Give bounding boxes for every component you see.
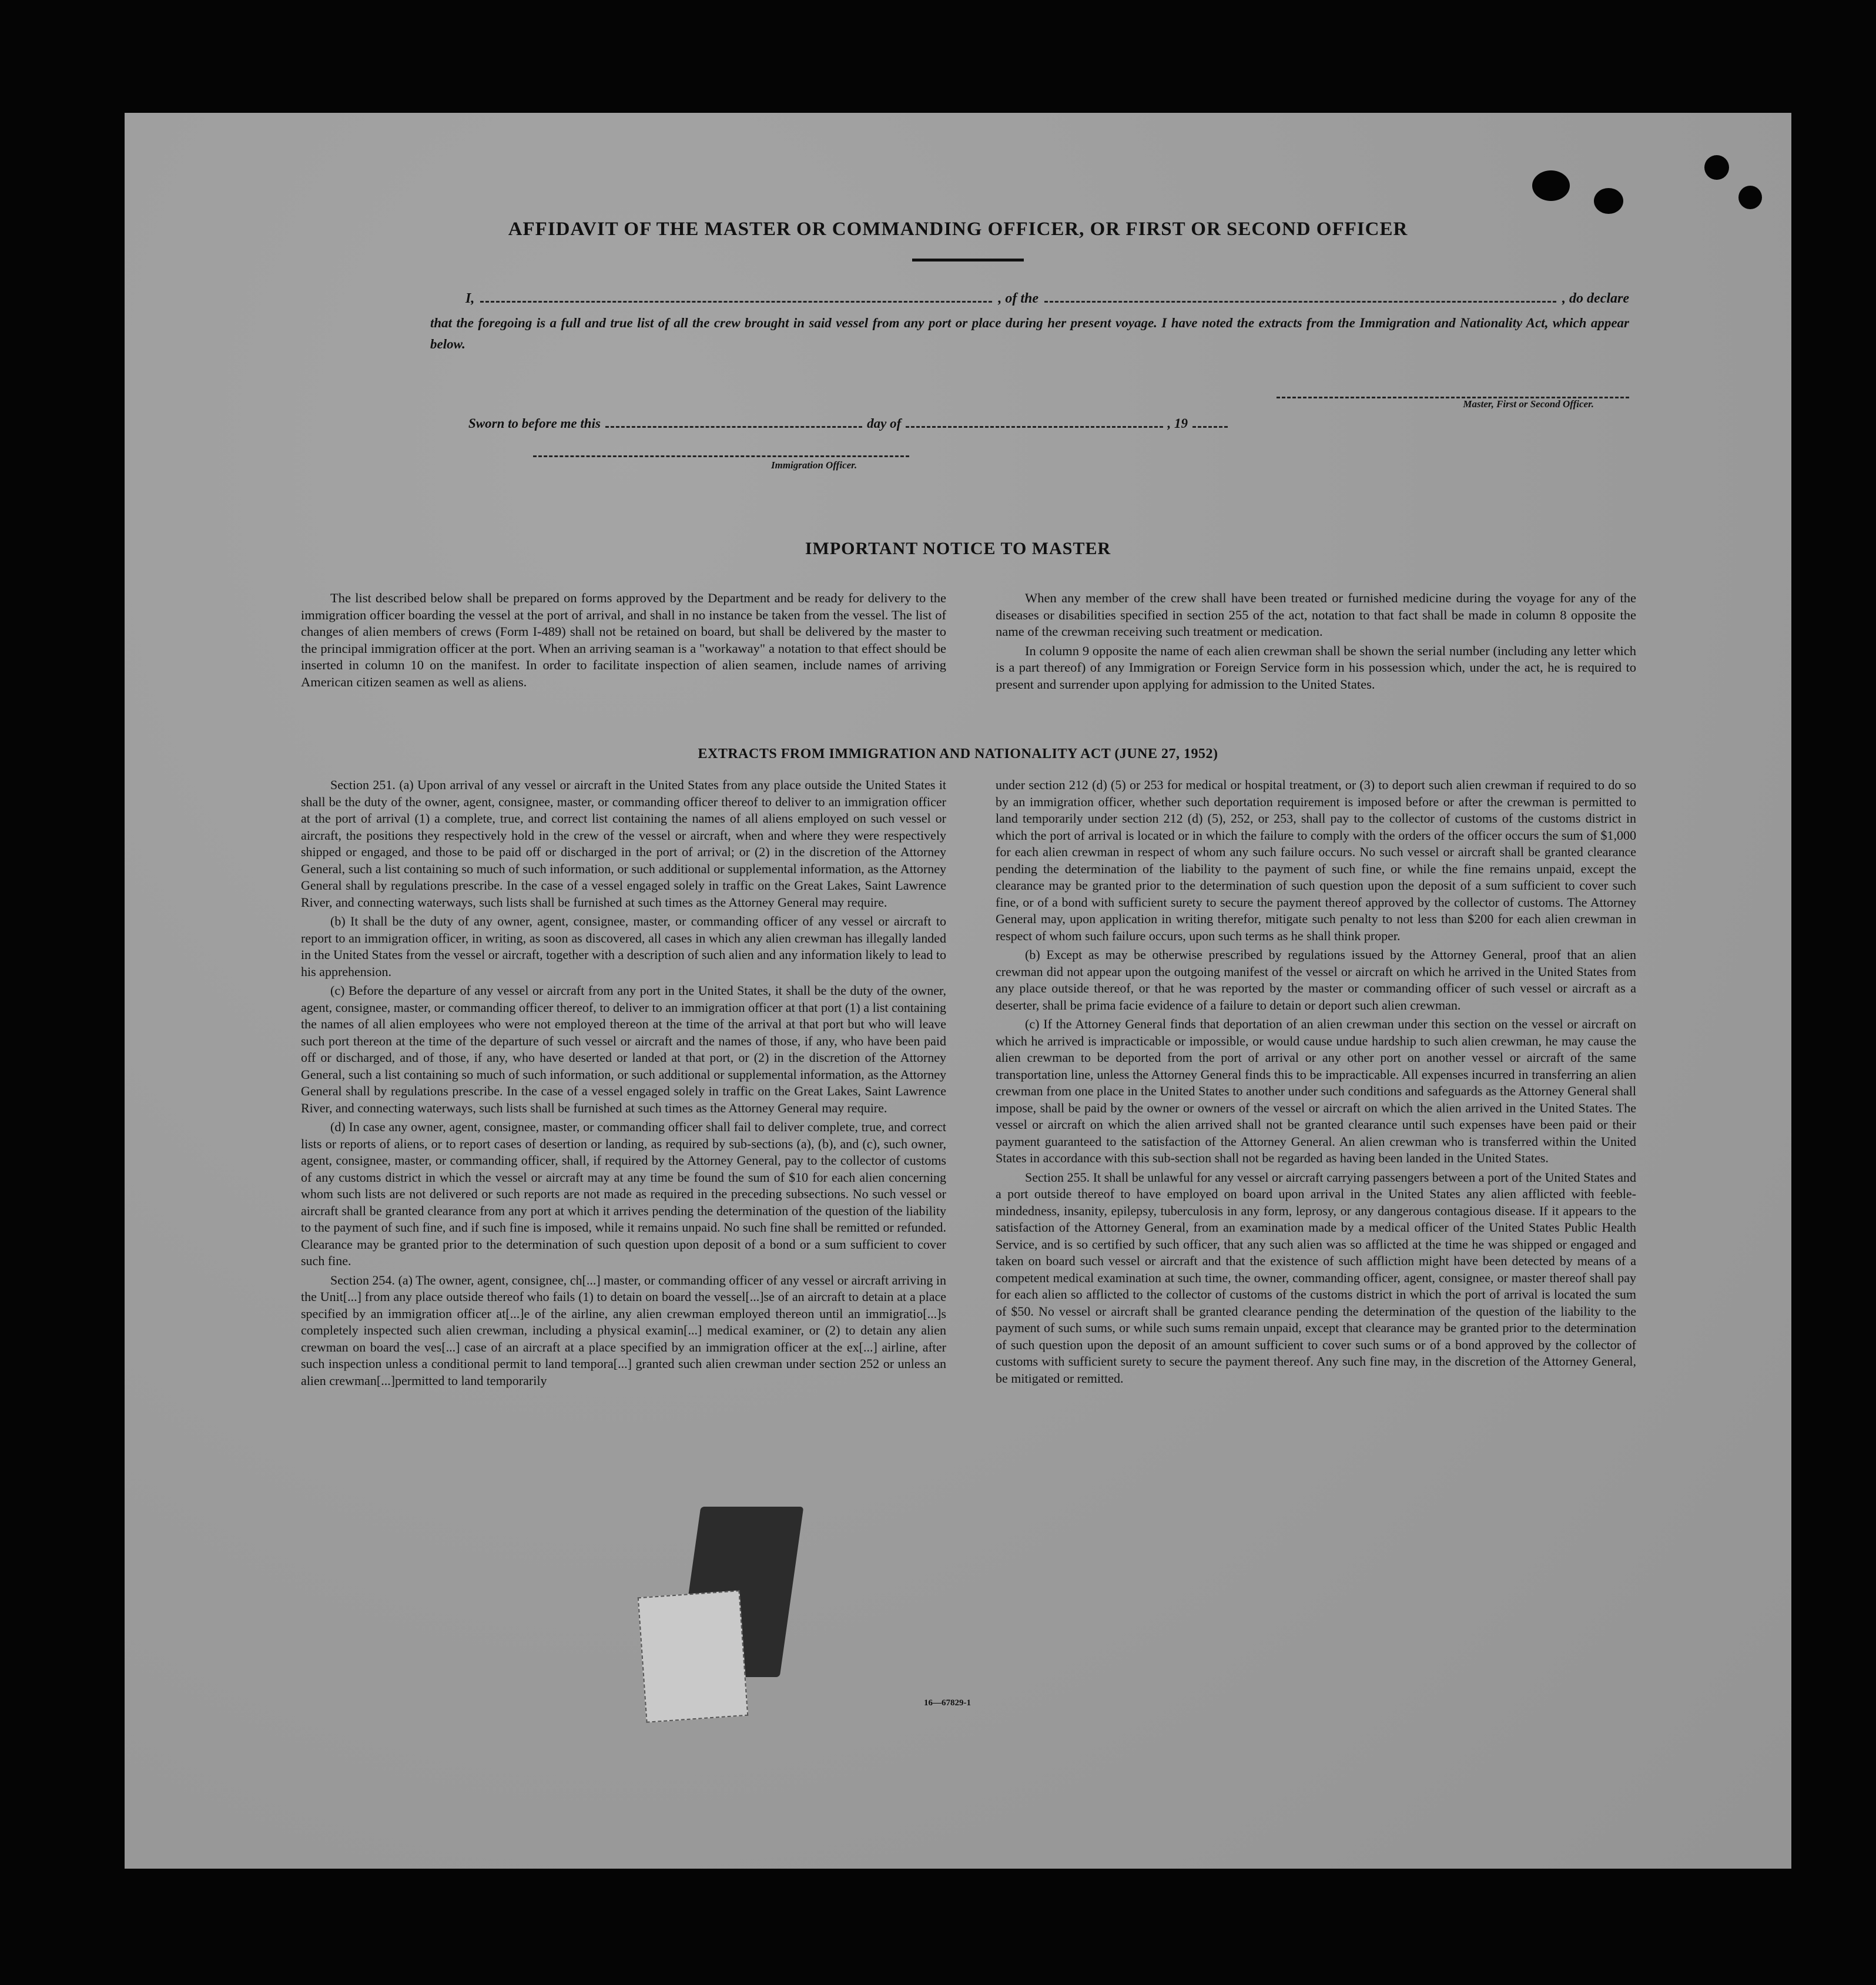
year-label: , 19 bbox=[1167, 416, 1188, 431]
declaration-line bbox=[465, 289, 1629, 307]
torn-paper-flap bbox=[638, 1590, 749, 1723]
notice-title: IMPORTANT NOTICE TO MASTER bbox=[805, 539, 1111, 558]
section-254c: (c) If the Attorney General finds that deportation of an alien crewman under this section on the vessel or aircraft on which he arrived is impracticable or impossible, or would cause undue hardship to such alien crewman, he may cause the alien crewman to be deported from the port of arrival or any other port on another vessel or aircraft of the same transportation line, unless the Attorney General finds this to be impracticable. All expenses incurred in transferring an alien crewman from one place in the United States to another under such conditions and safeguards as the Attorney General shall impose, shall be paid by the owner or owners of the vessel or aircraft on which the alien arrived in the United States. The vessel or aircraft on which the alien arrived shall not be granted clearance until such expenses have been paid or their payment guaranteed to the satisfaction of the Attorney General. An alien crewman who is transferred within the United States in accordance with this sub-section shall not be regarded as having been landed in the United States. bbox=[996, 1017, 1636, 1165]
declaration-text: that the foregoing is a full and true list of all the crew brought in said vessel from any port or place during her present voyage. I have noted the extracts from the Immigration and Nationality Act, which appear below. bbox=[430, 316, 1629, 351]
section-251d: (d) In case any owner, agent, consignee, master, or commanding officer shall fail to deliver complete, true, and correct lists or reports of aliens, or to report cases of desertion or landing, as required by sub-sections (a), (b), and (c), such owner, agent, consignee, master, or commanding officer, shall, if required by the Attorney General, pay to the collector of customs of any customs district in which the vessel or aircraft may at any time be found the sum of $10 for each alien concerning whom such lists are not delivered or such reports are not made as required in the preceding subsections. No such vessel or aircraft shall be granted clearance from any port at which it arrives pending the determination of the question of the liability to the payment of such fine, and if such fine is imposed, while it remains unpaid. No such fine shall be remitted or refunded. Clearance may be granted prior to the determination of such question upon deposit of a bond or a sum sufficient to cover such fine. bbox=[301, 1119, 946, 1268]
document-sheet bbox=[125, 113, 1791, 1869]
name-blank bbox=[480, 289, 992, 303]
year-blank bbox=[1192, 414, 1228, 428]
day-of-label: day of bbox=[867, 416, 902, 431]
notice-right-column bbox=[996, 590, 1636, 693]
month-blank bbox=[906, 414, 1163, 428]
section-251c: (c) Before the departure of any vessel or aircraft from any port in the United States, it shall be the duty of the owner, agent, consignee, master, or commanding officer thereof, to deliver to an immigration officer at that port (1) a list containing the names of all alien employees who were not employed thereon at the time of the arrival at that port but who will leave such port thereon at the time of the departure of such vessel or aircraft and the names of those, if any, who have been paid off or discharged, and of those, if any, who have deserted or landed at that port, or (2) in the discretion of the Attorney General, such a list containing so much of such information, or such additional or supplemental information, as the Attorney General shall by regulations prescribe. In the case of a vessel engaged solely in traffic on the Great Lakes, Saint Lawrence River, and connecting waterways, such lists shall be furnished at such times as the Attorney General may require. bbox=[301, 983, 946, 1115]
affidavit-title: AFFIDAVIT OF THE MASTER OR COMMANDING OFFICER, OR FIRST OR SECOND OFFICER bbox=[508, 219, 1408, 240]
section-251b: (b) It shall be the duty of any owner, agent, consignee, master, or commanding officer of any vessel or aircraft to report to an immigration officer, in writing, as soon as discovered, all cases in which any alien crewman has illegally landed in the United States from the vessel or aircraft, together with a description of such alien and any information likely to lead to his apprehension. bbox=[301, 914, 946, 979]
notice-paragraph: The list described below shall be prepared on forms approved by the Department and be ready for delivery to the immigration officer boarding the vessel at the port of arrival, and shall in no instance be taken from the vessel. The list of changes of alien members of crews (Form I-489) shall not be retained on board, but shall be delivered by the master to the principal immigration officer at the port. When an arriving seaman is a "workaway" a notation to that effect should be inserted in column 10 on the manifest. In order to facilitate inspection of alien seamen, include names of arriving American citizen seamen as well as aliens. bbox=[301, 591, 946, 689]
form-number: 16—67829-1 bbox=[924, 1698, 971, 1708]
extracts-title: EXTRACTS FROM IMMIGRATION AND NATIONALITY ACT (JUNE 27, 1952) bbox=[698, 746, 1218, 762]
act-left-column bbox=[301, 777, 946, 1389]
section-255: Section 255. It shall be unlawful for any vessel or aircraft carrying passengers between a port of the United States and a port outside thereof to have employed on board upon arrival in the United States any alien afflicted with feeble-mindedness, insanity, epilepsy, tuberculosis in any form, leprosy, or any dangerous contagious disease. If it appears to the satisfaction of the Attorney General, from an examination made by a medical officer of the United States Public Health Service, and is so certified by such officer, that any such alien was so afflicted at the time he was shipped or engaged and taken on board such vessel or aircraft and that the existence of such affliction might have been detected by means of a competent medical examination at such time, the owner, commanding officer, agent, consignee, or master thereof shall pay for each alien so afflicted to the collector of customs of the customs district in which the port of arrival is located the sum of $50. No vessel or aircraft shall be granted clearance pending the determination of the question of the liability to the payment of such sums, or while such sums remain unpaid, except that clearance may be granted prior to the determination of such question upon the deposit of an amount sufficient to cover such sums or of a bond approved by the collector of customs with sufficient surety to secure the payment thereof. Any such fine may, in the discretion of the Attorney General, be mitigated or remitted. bbox=[996, 1169, 1636, 1386]
section-254a: Section 254. (a) The owner, agent, consignee, ch[...] master, or commanding officer of any vessel or aircraft arriving in the Unit[...] from any place outside thereof who fails (1) to detain on board the vessel[...]se of an aircraft to detain at a place specified by an immigration officer at[...]e of the airline, any alien crewman employed thereon until an immigratio[...]s completely inspected such alien crewman, including a physical examin[...] medical examiner, or (2) to detain any alien crewman on board the ves[...] case of an aircraft at a place specified by an immigration officer at the ex[...] airline, after such inspection unless a conditional permit to land tempora[...] granted such alien crewman under section 252 or unless an alien crewman[...]permitted to land temporarily bbox=[301, 1272, 946, 1388]
ink-stain bbox=[1532, 170, 1570, 201]
signature-label: Master, First or Second Officer. bbox=[1463, 398, 1594, 410]
section-254b: (b) Except as may be otherwise prescribed by regulations issued by the Attorney General, proof that an alien crewman did not appear upon the outgoing manifest of the vessel or aircraft on which he arrived in the United States from any place outside thereof, or that he was reported by the master or commanding officer of such vessel or aircraft as a deserter, shall be prima facie evidence of a failure to detain or deport such alien crewman. bbox=[996, 947, 1636, 1012]
notice-paragraph: When any member of the crew shall have been treated or furnished medicine during the voyage for any of the diseases or disabilities specified in section 255 of the act, notation to that fact shall be made in column 8 opposite the name of the crewman receiving such treatment or medication. bbox=[996, 591, 1636, 639]
ink-stain bbox=[1738, 186, 1762, 209]
notice-left-column bbox=[301, 590, 946, 691]
notice-paragraph: In column 9 opposite the name of each alien crewman shall be shown the serial number (including any letter which is a part thereof) of any Immigration or Foreign Service form in his possession which, under the act, he is required to present and surrender upon applying for admission to the United States. bbox=[996, 643, 1636, 692]
do-declare-label: , do declare bbox=[1562, 291, 1630, 306]
sworn-label: Sworn to before me this bbox=[468, 416, 601, 431]
officer-label: Immigration Officer. bbox=[771, 460, 857, 471]
section-251a: Section 251. (a) Upon arrival of any vessel or aircraft in the United States from any place outside the United States it shall be the duty of the owner, agent, consignee, master, or commanding officer thereof to deliver to an immigration officer at the port of arrival (1) a complete, true, and correct list containing the names of all aliens employed on such vessel or aircraft, the positions they respectively hold in the crew of the vessel or aircraft, when and where they were respectively shipped or engaged, and those to be paid off or discharged in the port of arrival; or (2) in the discretion of the Attorney General, such a list containing so much of such information, or such additional or supplemental information, as the Attorney General shall by regulations prescribe. In the case of a vessel engaged solely in traffic on the Great Lakes, Saint Lawrence River, and connecting waterways, such lists shall be furnished at such times as the Attorney General may require. bbox=[301, 777, 946, 910]
title-rule bbox=[912, 259, 1024, 261]
ink-stain bbox=[1594, 188, 1623, 214]
sworn-day-blank bbox=[605, 414, 862, 428]
i-label: I, bbox=[465, 291, 475, 306]
officer-blank bbox=[533, 455, 909, 457]
act-right-column bbox=[996, 777, 1636, 1387]
sworn-line bbox=[468, 414, 1232, 431]
ink-stain bbox=[1704, 155, 1729, 180]
section-254a-continued: under section 212 (d) (5) or 253 for medical or hospital treatment, or (3) to deport such alien crewman if required to do so by an immigration officer, whether such deportation requirement is imposed before or after the crewman is permitted to land temporarily under section 212 (d) (5), 252, or 253, shall pay to the collector of customs of the customs district in which the port of arrival is located or in which the failure to comply with the orders of the officer occurs the sum of $1,000 for each alien crewman in respect of whom any such failure occurs. No such vessel or aircraft shall be granted clearance pending the determination of the liability to the payment of such fine, or while the fine remains unpaid, except the clearance may be granted prior to the determination of such question upon the deposit of a sum sufficient to cover such fine, or of a bond with sufficient surety to secure the payment thereof approved by the collector of customs. The Attorney General may, upon application in writing therefor, mitigate such penalty to not less than $200 for each alien crewman in respect of whom such failure occurs, upon such terms as he shall think proper. bbox=[996, 777, 1636, 943]
of-the-label: , of the bbox=[998, 291, 1039, 306]
vessel-blank bbox=[1044, 289, 1556, 303]
